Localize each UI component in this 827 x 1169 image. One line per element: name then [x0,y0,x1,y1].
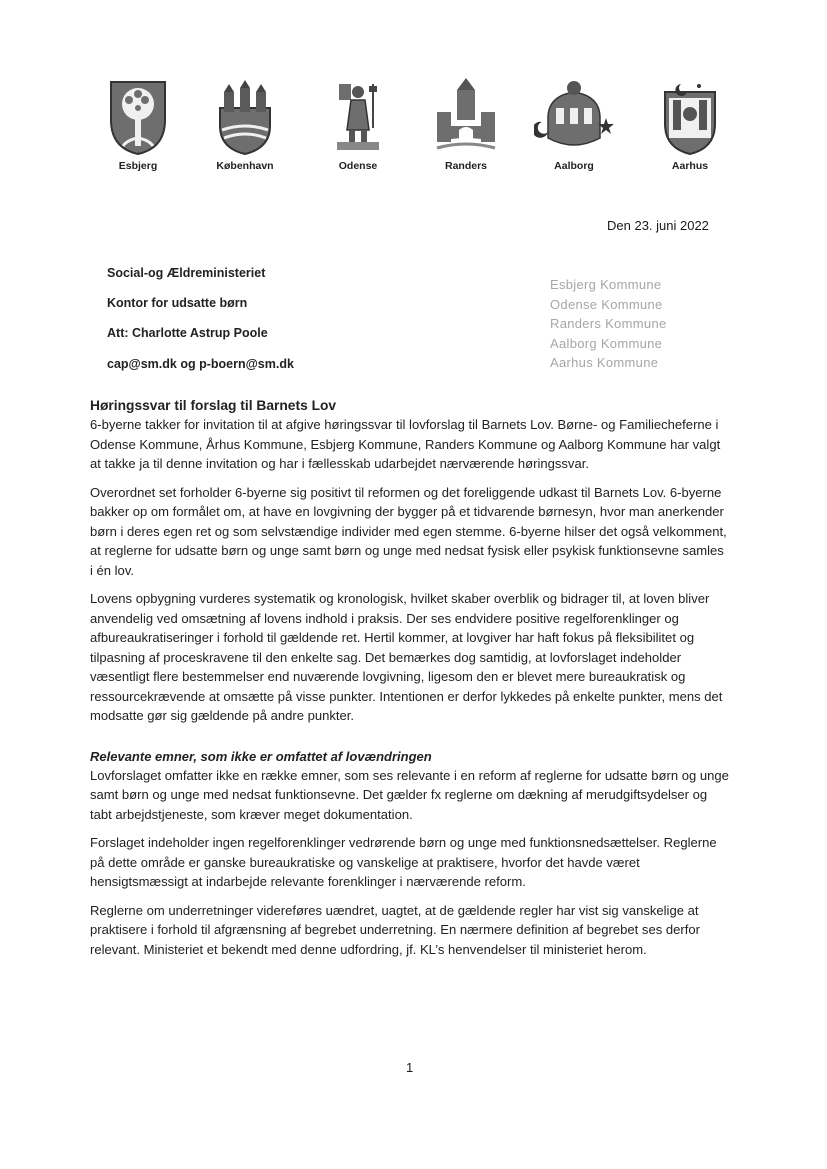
crest-aarhus [650,78,730,172]
sender-item: Aalborg Kommune [550,335,663,351]
crest-label: København [216,160,274,172]
sender-item: Aarhus Kommune [550,355,659,370]
paragraph: Lovforslaget omfatter ikke en række emner, som ses relevante i en reform af reglerne for udsatte børn og unge samt børn og unge med nedsat funktionsevne. Det gælder fx reglerne om dækning af merudgiftsydelser og tabt arbejdstjeneste, som kræver meget dokumentation. [90,767,729,822]
crest-randers [426,78,506,172]
randers-crest-icon [431,78,501,156]
municipal-crests [98,78,738,188]
aarhus-crest-icon [659,78,721,156]
paragraph: Forslaget indeholder ingen regelforenklinger vedrørende børn og unge med funktionsnedsættelser. Reglerne på dette område er ganske bureaukratiske og vanskelige at praktisere, hvorfor det havde været hensigtsmæssigt at indarbejde relevante forenklinger i nærværende reform. [90,835,717,889]
recipient-office: Kontor for udsatte børn [107,296,248,310]
paragraph: Reglerne om underretninger videreføres uændret, uagtet, at de gældende regler har vist sig vanskelige at praktisere i forhold til afgrænsning af begrebet underretning. En nærmere definition af begrebet ses derfor relevant. Ministeriet et bekendt med denne udfordring, jf. KL’s henvendelser til ministeriet herom. [90,902,700,957]
recipient-attention: Att: Charlotte Astrup Poole [107,326,268,340]
odense-crest-icon [327,78,389,156]
crest-label: Esbjerg [118,160,158,172]
paragraph: 6-byerne takker for invitation til at afgive høringssvar til lovforslag til Barnets Lov. Børne- og Familiecheferne i Odense Kommune, Århus Kommune, Esbjerg Kommune, Randers Kommune og Aalborg Kommune har valgt at takke ja til denne invitation og har i fællesskab udarbejdet nærværende høringssvar. [90,417,721,471]
crest-label: Aarhus [671,160,709,172]
crest-odense [318,78,398,172]
letter-heading: Høringssvar til forslag til Barnets Lov [90,398,337,413]
letter-body [90,396,730,968]
crest-esbjerg [98,78,178,172]
crest-aalborg [534,78,614,172]
recipient-email: cap@sm.dk og p-boern@sm.dk [107,357,294,371]
paragraph: Overordnet set forholder 6-byerne sig positivt til reformen og det foreliggende udkast til Barnets Lov. 6-byerne bakker op om formålet om, at have en lovgivning der bygger på et tidvarende børnesyn, hvor man anerkender børn i deres egen ret og som selvstændige individer med egen stemme. 6-byerne hilser det også velkomment, at reglerne for udsatte børn og unge samt børn og unge med nedsat fysisk eller psykisk funktionsevne samles i én lov. [90,484,727,578]
crest-label: Randers [444,160,487,172]
sender-item: Odense Kommune [550,296,663,312]
crest-label: Aalborg [554,160,594,172]
letter-date: Den 23. juni 2022 [607,218,709,233]
crest-label: Odense [338,160,378,172]
sender-list [550,275,667,373]
paragraph: Lovens opbygning vurderes systematik og kronologisk, hvilket skaber overblik og bidrager til, at loven bliver anvendelig ved omsætning af lovens indhold i praksis. Der ses endvidere positive regelforenklinger og afbureaukratiseringer i forhold til gældende ret. Hertil kommer, at lovgiver har haft fokus på fleksibilitet og tilpasning af proceskravene til den enkelte sag. Det bemærkes dog samtidig, at lovforslaget indeholder væsentligt flere bestemmelser end nuværende lovgivning, ligesom den er blevet mere bureaukratisk og ressourcekrævende at omsætte på visse punkter. Intentionen er derfor lykkedes på enkelte punkter, mens det modsatte gør sig gældende på andre punkter. [90,591,723,723]
sender-item: Randers Kommune [550,316,667,331]
page-number: 1 [406,1060,414,1075]
recipient-ministry: Social-og Ældreministeriet [107,266,266,280]
sender-item: Esbjerg Kommune [550,277,662,292]
crest-kobenhavn [205,78,285,172]
aalborg-crest-icon [534,78,614,156]
section-subheading: Relevante emner, som ikke er omfattet af lovændringen [90,748,432,764]
kobenhavn-crest-icon [214,78,276,156]
esbjerg-crest-icon [107,78,169,156]
